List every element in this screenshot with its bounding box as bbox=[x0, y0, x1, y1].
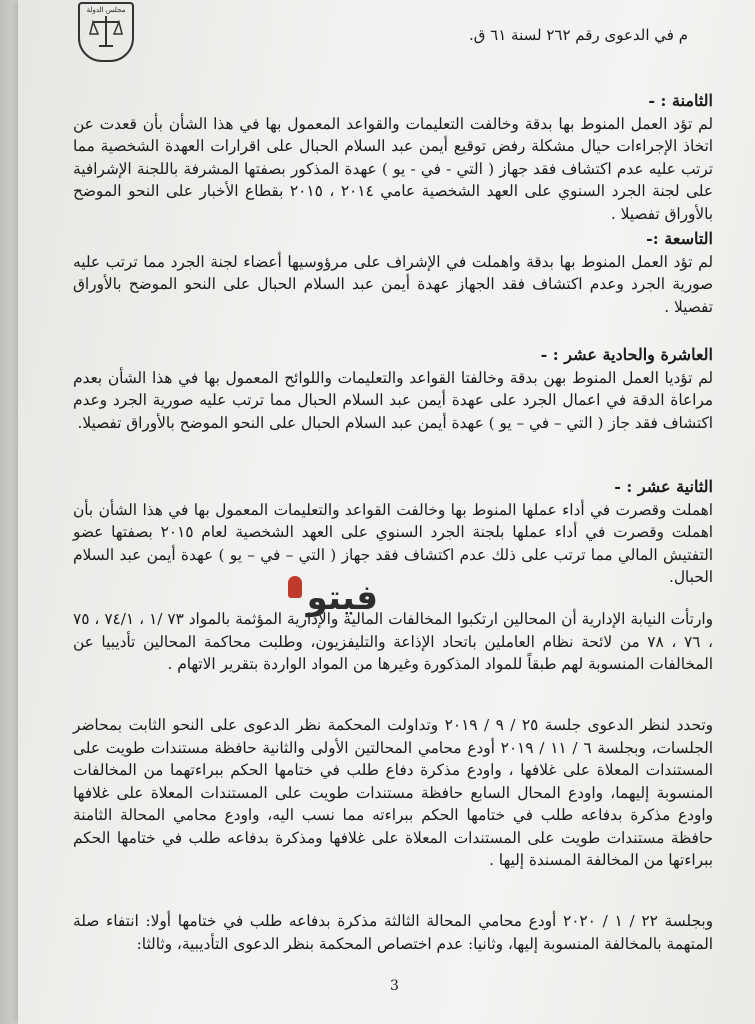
section-heading: التاسعة :- bbox=[646, 229, 713, 248]
section-body: لم تؤد العمل المنوط بها بدقة وخالفت التعليمات والقواعد المعمول بها في هذا الشأن بأن قعدت عن اتخاذ الإجراءات حيال مشكلة رفض توقيع أيمن عبد السلام الحبال على اقرارات العهدة الشخصية مما ترتب عليه عدم اكتشاف فقد جهاز ( التي - في - يو ) عهدة المذكور بصفتها المشرفة باللجنة الإشرافية على لجنة الجرد السنوي على العهد الشخصية عامي ٢٠١٤ ، ٢٠١٥ بقطاع الأخبار على النحو الموضح بالأوراق تفصيلا . bbox=[73, 114, 713, 223]
section-heading: الثانية عشر : - bbox=[614, 477, 713, 496]
section-eighth bbox=[73, 90, 713, 225]
paragraph: وتحدد لنظر الدعوى جلسة ٢٥ / ٩ / ٢٠١٩ وتداولت المحكمة نظر الدعوى على النحو الثابت بمحاضر الجلسات، وبجلسة ٦ / ١١ / ٢٠١٩ أودع محامي المحالتين الأولى والثانية حافظة مستندات طويت على المستندات المعلاة على غلافها ، واودع مذكرة دفاع طلب في ختامها الحكم ببراءتهما من المخالفات المنسوبة إليهما، واودع المحال السابع حافظة مستندات طويت على المستندات المعلاة على غلافها واودع مذكرة بدفاعه طلب في ختامها الحكم ببراءته مما نسب اليه، واودع محامي المحالة الثامنة حافظة مستندات طويت على المستندات المعلاة على غلافها ومذكرة بدفاعه طلب في ختامها الحكم ببراءتها من المخالفة المسندة إليها . bbox=[73, 716, 713, 869]
section-body: لم تؤديا العمل المنوط بهن بدقة وخالفتا القواعد والتعليمات واللوائح المعمول بها في هذا الشأن بعدم مراعاة الدقة في اعمال الجرد على عهدة أيمن عبد السلام الحبال مما ترتب عليه صورية الجرد وعدم اكتشاف فقد جاز ( التي – في – يو ) عهدة أيمن عبد السلام الحبال على النحو الموضح بالأوراق تفصيلا. bbox=[73, 368, 713, 432]
watermark-text: فيتو bbox=[306, 578, 378, 618]
section-body: اهملت وقصرت في أداء عملها المنوط بها وخالفت القواعد والتعليمات المعمول بها في هذا الشأن بأن اهملت وقصرت في أداء عملها بلجنة الجرد السنوي على العهد الشخصية لعام ٢٠١٥ بصفتها عضو التفتيش المالي مما ترتب على ذلك عدم اكتشاف فقد جهاز ( التي – في – يو ) عهدة أيمن عبد السلام الحبال. bbox=[73, 500, 714, 586]
document-page bbox=[18, 0, 755, 1024]
section-heading: العاشرة والحادية عشر : - bbox=[540, 345, 713, 364]
scales-of-justice-icon bbox=[89, 14, 123, 50]
watermark-hand-icon bbox=[288, 576, 302, 598]
final-paragraph bbox=[73, 910, 713, 955]
site-watermark bbox=[268, 578, 378, 622]
paragraph: وبجلسة ٢٢ / ١ / ٢٠٢٠ أودع محامي المحالة الثالثة مذكرة بدفاعه طلب في ختامها أولا: انتفاء صلة المتهمة بالمخالفة المنسوبة إليها، وثانيا: عدم اختصاص المحكمة بنظر الدعوى التأديبية، وثالثا: bbox=[73, 912, 713, 953]
section-body: لم تؤد العمل المنوط بها بدقة واهملت في الإشراف على مرؤوسيها أعضاء لجنة الجرد مما ترتب عليه صورية الجرد وعدم اكتشاف فقد الجهاز عهدة أيمن عبد السلام الحبال على النحو الموضح بالأوراق تفصيلا . bbox=[73, 252, 713, 316]
section-twelfth bbox=[73, 476, 713, 589]
section-heading: الثامنة : - bbox=[648, 91, 713, 110]
page-number: 3 bbox=[390, 978, 399, 994]
page-edge-shadow bbox=[0, 0, 18, 1024]
logo-text: مجلس الدولة bbox=[86, 6, 126, 14]
prosecution-paragraph bbox=[73, 608, 713, 676]
hearings-paragraph bbox=[73, 714, 713, 872]
section-ninth bbox=[73, 228, 713, 318]
section-tenth-eleventh bbox=[73, 344, 713, 434]
case-reference: م في الدعوى رقم ٢٦٢ لسنة ٦١ ق. bbox=[468, 26, 688, 44]
court-logo bbox=[78, 2, 134, 62]
paragraph: وارتأت النيابة الإدارية أن المحالين ارتكبوا المخالفات المالية والإدارية المؤثمة بالمواد ٧٣ /١ ، ٧٤/١ ، ٧٥ ، ٧٦ ، ٧٨ من لائحة نظام العاملين باتحاد الإذاعة والتليفزيون، وطلبت محاكمة المحالين تأديبيا عن المخالفات المنسوبة لهم طبقاً للمواد المذكورة وغيرها من المواد الواردة بتقرير الاتهام . bbox=[73, 610, 713, 673]
